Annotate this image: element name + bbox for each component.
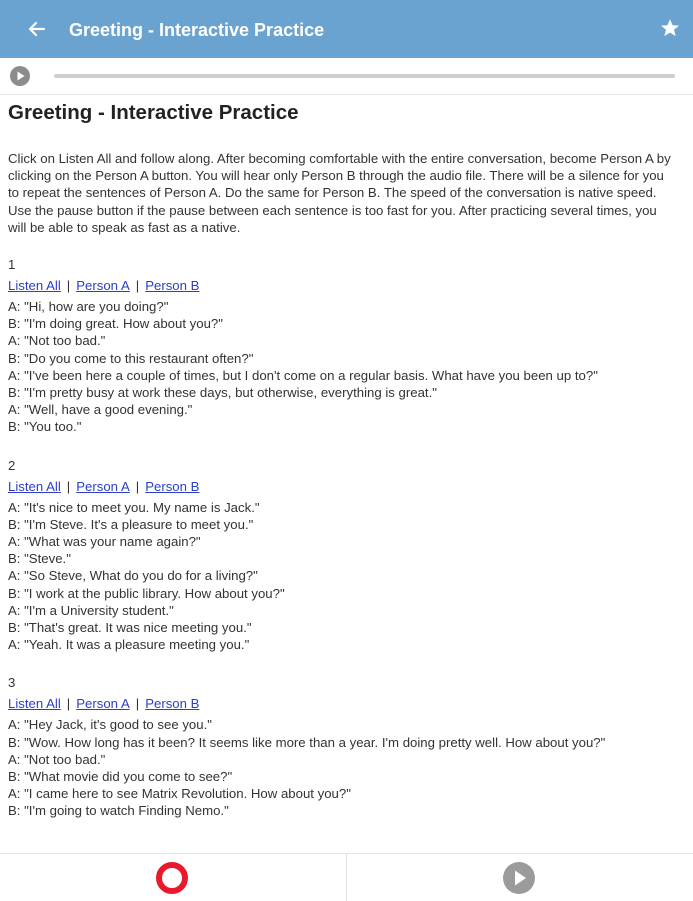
page-title: Greeting - Interactive Practice xyxy=(8,101,299,124)
link-separator: | xyxy=(135,278,140,294)
link-separator: | xyxy=(66,478,71,494)
person-b-link[interactable]: Person B xyxy=(145,696,200,712)
dialogue-line: A: "I've been here a couple of times, but I don't come on a regular basis. What have you been up to?" xyxy=(8,367,598,383)
dialogue-line: B: "Steve." xyxy=(8,551,71,567)
record-icon[interactable] xyxy=(155,861,189,895)
dialogue-line: A: "Hey Jack, it's good to see you." xyxy=(8,717,212,733)
intro-paragraph: Click on Listen All and follow along. After becoming comfortable with the entire conversation, become Person A by clicking on the Person A button. You will hear only Person B through the audio file. There will be a silence for you to repeat the sentences of Person A. Do the same for Person B. The speed of the conversation is native speed. Use the pause button if the pause between each sentence is too fast for you. After practicing several times, you will be able to speak as fast as a native. xyxy=(8,151,671,235)
listen-all-link[interactable]: Listen All xyxy=(8,696,61,712)
dialogue-line: B: "I'm doing great. How about you?" xyxy=(8,316,223,332)
dialogue-line: B: "Do you come to this restaurant often?" xyxy=(8,350,254,366)
section-number: 1 xyxy=(8,257,16,273)
dialogue-line: A: "Well, have a good evening." xyxy=(8,402,193,418)
link-separator: | xyxy=(135,696,140,712)
lesson-content xyxy=(8,100,678,841)
listen-all-link[interactable]: Listen All xyxy=(8,278,61,294)
star-icon[interactable] xyxy=(659,17,681,39)
link-separator: | xyxy=(135,478,140,494)
section-number: 2 xyxy=(8,457,16,473)
dialogue-line: B: "I work at the public library. How about you?" xyxy=(8,585,285,601)
section-links xyxy=(8,478,678,495)
listen-all-link[interactable]: Listen All xyxy=(8,478,61,494)
dialogue-line: A: "So Steve, What do you do for a living?" xyxy=(8,568,258,584)
conversation-section-1 xyxy=(8,256,678,436)
dialogue-line: B: "What movie did you come to see?" xyxy=(8,769,233,785)
person-a-link[interactable]: Person A xyxy=(76,478,130,494)
arrow-back-icon[interactable] xyxy=(22,14,52,44)
dialogue-line: B: "You too." xyxy=(8,419,82,435)
section-links xyxy=(8,695,678,712)
dialogue-line: A: "Not too bad." xyxy=(8,751,106,767)
person-a-link[interactable]: Person A xyxy=(76,278,130,294)
audio-player-bar xyxy=(0,58,693,95)
dialogue-line: A: "Yeah. It was a pleasure meeting you." xyxy=(8,637,250,653)
audio-progress-track[interactable] xyxy=(54,74,675,78)
dialogue-line: B: "I'm going to watch Finding Nemo." xyxy=(8,803,229,819)
dialogue-line: B: "I'm Steve. It's a pleasure to meet you." xyxy=(8,516,254,532)
conversation-section-2 xyxy=(8,457,678,654)
dialogue-line: B: "Wow. How long has it been? It seems like more than a year. I'm doing pretty well. How about you?" xyxy=(8,734,606,750)
app-bar-title: Greeting - Interactive Practice xyxy=(69,20,325,40)
dialogue-line: A: "I'm a University student." xyxy=(8,602,174,618)
section-links xyxy=(8,277,678,294)
dialogue-line: A: "Hi, how are you doing?" xyxy=(8,299,169,315)
play-icon[interactable] xyxy=(502,861,536,895)
person-b-link[interactable]: Person B xyxy=(145,278,200,294)
dialogue-line: A: "I came here to see Matrix Revolution. How about you?" xyxy=(8,786,351,802)
person-b-link[interactable]: Person B xyxy=(145,478,200,494)
link-separator: | xyxy=(66,278,71,294)
app-bar xyxy=(0,0,693,58)
bottom-control-bar xyxy=(0,853,693,901)
dialogue-line: A: "Not too bad." xyxy=(8,333,106,349)
dialogue-line: B: "That's great. It was nice meeting you." xyxy=(8,620,252,636)
play-icon[interactable] xyxy=(9,65,31,87)
section-number: 3 xyxy=(8,675,16,691)
dialogue-line: A: "It's nice to meet you. My name is Jack." xyxy=(8,499,260,515)
bottom-bar-divider xyxy=(346,854,347,901)
dialogue-line: B: "I'm pretty busy at work these days, but otherwise, everything is great." xyxy=(8,385,437,401)
person-a-link[interactable]: Person A xyxy=(76,696,130,712)
link-separator: | xyxy=(66,696,71,712)
conversation-section-3 xyxy=(8,674,678,819)
dialogue-line: A: "What was your name again?" xyxy=(8,534,201,550)
